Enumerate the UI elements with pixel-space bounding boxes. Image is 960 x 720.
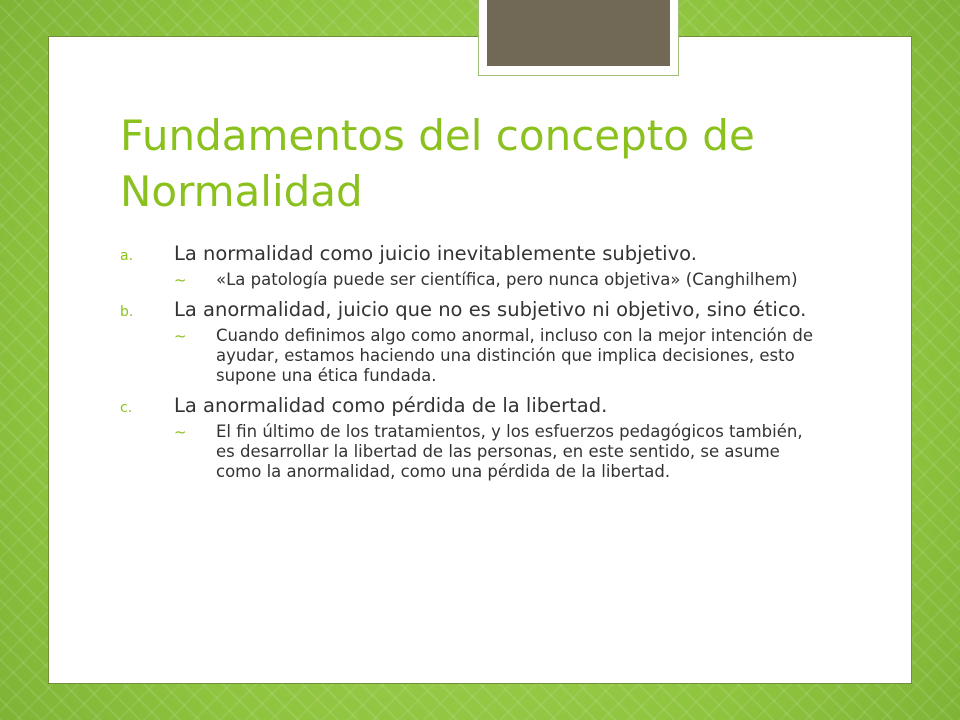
point-c-marker: c. [120, 400, 133, 416]
point-c-subpoint [120, 422, 820, 482]
point-b [120, 298, 820, 321]
slide-title: Fundamentos del concepto de Normalidad [120, 111, 755, 216]
point-a [120, 242, 820, 265]
point-b-text: La anormalidad, juicio que no es subjetivo ni objetivo, sino ético. [174, 298, 807, 321]
point-a-text: La normalidad como juicio inevitablemente subjetivo. [174, 242, 697, 265]
point-c [120, 394, 820, 417]
tilde-bullet-icon: ~ [174, 271, 187, 289]
point-c-subtext: El fin último de los tratamientos, y los esfuerzos pedagógicos también, es desarrollar la libertad de las personas, en este sentido, se asume como la anormalidad, como una pérdida de la libertad. [216, 422, 803, 481]
point-a-marker: a. [120, 248, 134, 264]
title-accent-block [487, 0, 670, 66]
point-b-marker: b. [120, 304, 134, 320]
point-a-subpoint [120, 270, 820, 290]
slide-body [120, 242, 820, 482]
tilde-bullet-icon: ~ [174, 423, 187, 441]
point-a-subtext: «La patología puede ser científica, pero nunca objetiva» (Canghilhem) [216, 270, 798, 289]
point-b-subtext: Cuando definimos algo como anormal, incluso con la mejor intención de ayudar, estamos haciendo una distinción que implica decisiones, esto supone una ética fundada. [216, 326, 813, 385]
tilde-bullet-icon: ~ [174, 327, 187, 345]
point-b-subpoint [120, 326, 820, 386]
point-c-text: La anormalidad como pérdida de la libertad. [174, 394, 608, 417]
